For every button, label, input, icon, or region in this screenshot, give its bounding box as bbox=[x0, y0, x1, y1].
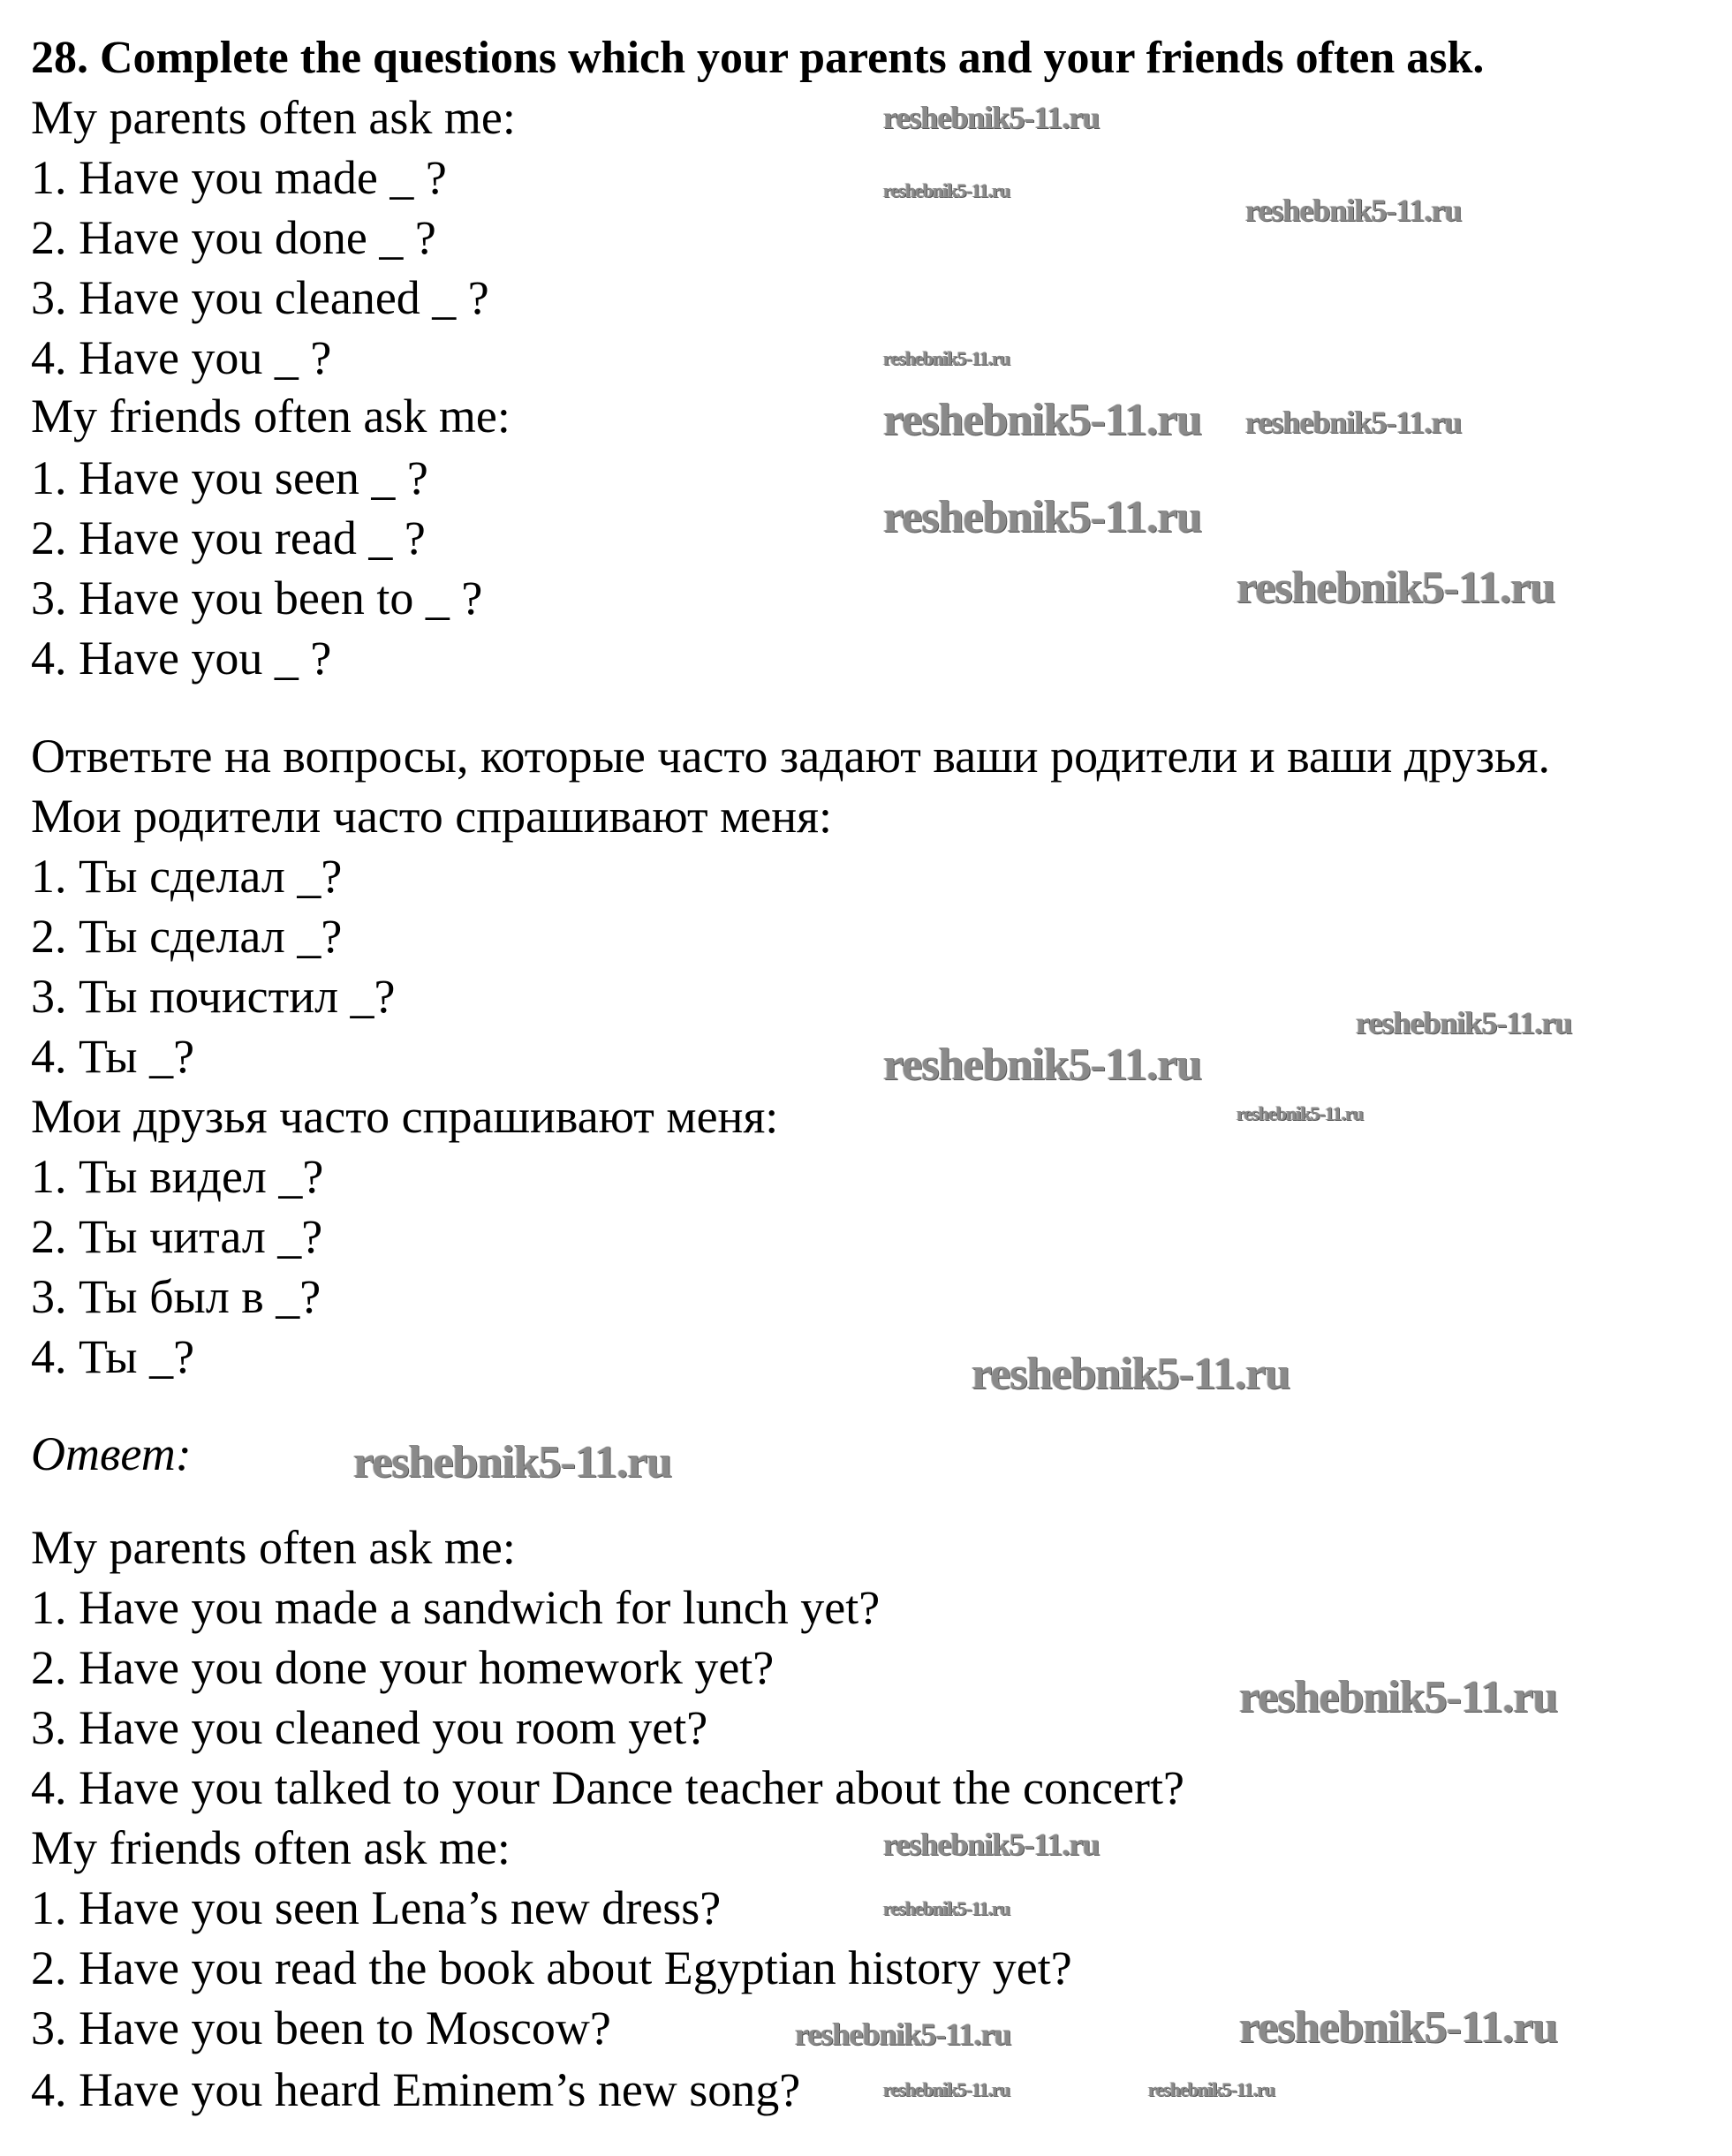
watermark: reshebnik5-11.ru bbox=[883, 2078, 1010, 2100]
watermark: reshebnik5-11.ru bbox=[1237, 563, 1555, 613]
watermark: reshebnik5-11.ru bbox=[1245, 405, 1462, 440]
question-line: 1. Ты видел _? bbox=[31, 1150, 324, 1203]
section-heading: My parents often ask me: bbox=[31, 1521, 516, 1574]
question-line: 2. Have you done _ ? bbox=[31, 211, 436, 264]
question-line: 1. Ты сделал _? bbox=[31, 850, 343, 903]
answer-line: 4. Have you heard Eminem’s new song? bbox=[31, 2063, 801, 2116]
answer-line: 4. Have you talked to your Dance teacher about the concert? bbox=[31, 1761, 1184, 1814]
watermark: reshebnik5-11.ru bbox=[1148, 2078, 1275, 2100]
watermark: reshebnik5-11.ru bbox=[795, 2016, 1011, 2052]
section-heading: Мои друзья часто спрашивают меня: bbox=[31, 1090, 779, 1143]
answer-line: 1. Have you made a sandwich for lunch yet? bbox=[31, 1581, 881, 1634]
question-line: 4. Ты _? bbox=[31, 1330, 195, 1383]
section-heading: My friends often ask me: bbox=[31, 390, 511, 443]
question-line: 1. Have you seen _ ? bbox=[31, 451, 428, 504]
question-line: 4. Have you _ ? bbox=[31, 331, 332, 384]
question-line: 3. Ты был в _? bbox=[31, 1270, 321, 1323]
watermark: reshebnik5-11.ru bbox=[883, 1040, 1202, 1090]
answer-line: 1. Have you seen Lena’s new dress? bbox=[31, 1881, 722, 1934]
watermark: reshebnik5-11.ru bbox=[883, 1827, 1100, 1862]
watermark: reshebnik5-11.ru bbox=[1356, 1005, 1572, 1040]
question-line: 3. Have you cleaned _ ? bbox=[31, 271, 489, 324]
question-line: 3. Have you been to _ ? bbox=[31, 571, 483, 624]
section-heading: My parents often ask me: bbox=[31, 91, 516, 144]
answer-line: 3. Have you cleaned you room yet? bbox=[31, 1701, 708, 1754]
question-line: 3. Ты почистил _? bbox=[31, 970, 396, 1023]
watermark: reshebnik5-11.ru bbox=[883, 100, 1100, 135]
watermark: reshebnik5-11.ru bbox=[353, 1437, 672, 1487]
question-line: 2. Have you read _ ? bbox=[31, 511, 426, 564]
watermark: reshebnik5-11.ru bbox=[1239, 2002, 1558, 2053]
question-line: 2. Ты сделал _? bbox=[31, 910, 343, 963]
answer-line: 3. Have you been to Moscow? bbox=[31, 2001, 611, 2054]
watermark: reshebnik5-11.ru bbox=[883, 395, 1202, 445]
answer-label: Ответ: bbox=[31, 1427, 192, 1480]
answer-line: 2. Have you read the book about Egyptian history yet? bbox=[31, 1941, 1072, 1994]
question-line: 2. Ты читал _? bbox=[31, 1210, 323, 1263]
exercise-title: 28. Complete the questions which your parents and your friends often ask. bbox=[31, 33, 1485, 83]
question-line: 1. Have you made _ ? bbox=[31, 151, 447, 204]
answer-line: 2. Have you done your homework yet? bbox=[31, 1641, 775, 1694]
watermark: reshebnik5-11.ru bbox=[883, 179, 1010, 201]
watermark: reshebnik5-11.ru bbox=[1237, 1102, 1364, 1124]
section-heading: My friends often ask me: bbox=[31, 1821, 511, 1874]
watermark: reshebnik5-11.ru bbox=[972, 1349, 1290, 1399]
watermark: reshebnik5-11.ru bbox=[883, 347, 1010, 369]
question-line: 4. Ты _? bbox=[31, 1030, 195, 1083]
watermark: reshebnik5-11.ru bbox=[1239, 1672, 1558, 1722]
watermark: reshebnik5-11.ru bbox=[883, 1897, 1010, 1919]
question-line: 4. Have you _ ? bbox=[31, 632, 332, 685]
instruction-ru: Ответьте на вопросы, которые часто задают ваши родители и ваши друзья. bbox=[31, 730, 1550, 783]
watermark: reshebnik5-11.ru bbox=[1245, 193, 1462, 228]
section-heading: Мои родители часто спрашивают меня: bbox=[31, 790, 832, 843]
watermark: reshebnik5-11.ru bbox=[883, 492, 1202, 542]
